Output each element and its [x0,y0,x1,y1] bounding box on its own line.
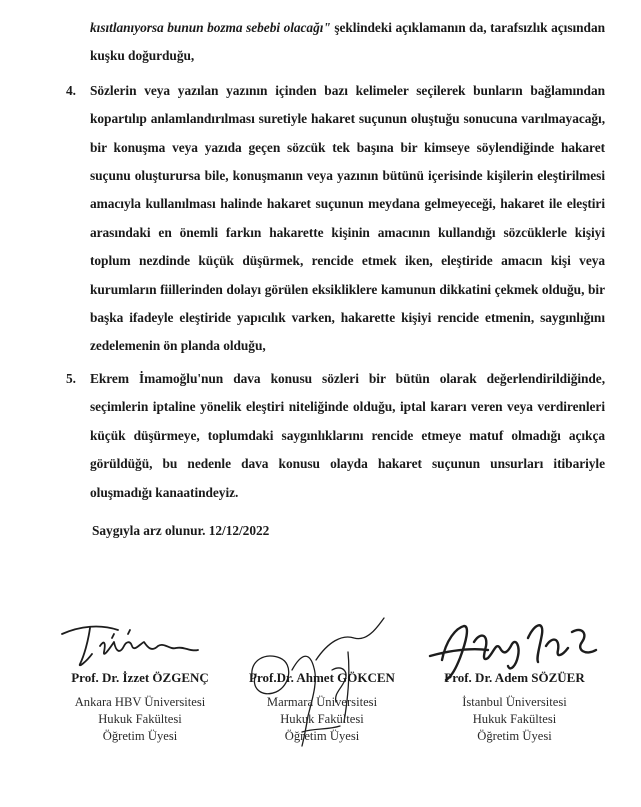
intro-italic-quote: kısıtlanıyorsa bunun bozma sebebi olacağı" [90,20,331,35]
closing-line: Saygıyla arz olunur. 12/12/2022 [92,522,270,538]
handwritten-signature-1 [40,612,240,672]
signatory-name: Prof.Dr. Ahmet GÖKCEN [249,670,395,685]
signatory-faculty: Hukuk Fakültesi [280,712,364,726]
signatory-2 [232,612,412,745]
list-item-number: 4. [66,82,76,98]
signatory-affiliation: İstanbul Üniversitesi [462,695,567,709]
signatory-faculty: Hukuk Fakültesi [472,712,557,726]
list-item-number: 5. [66,370,76,386]
signatory-3 [412,612,617,745]
signature-row [0,612,641,802]
signatory-name: Prof. Dr. İzzet ÖZGENÇ [71,670,209,685]
list-item-4 [66,77,605,361]
intro-text: şeklindeki açıklamanın da, tarafsızlık açısından kuşku doğurduğu, [90,20,605,64]
signatory-faculty: Hukuk Fakültesi [98,712,182,726]
body-text [66,14,605,559]
list-item-text: Ekrem İmamoğlu'nun dava konusu sözleri bir bütün olarak değerlendirildiğinde, seçimlerin iptaline yönelik eleştiri niteliğinde olduğu, iptal kararı veren veya verdirenleri küçük düşürmeye, toplumdaki saygınlıklarını rencide etmeye matuf olmadığı açıkça görüldüğü, bu nedenle dava konusu olayda hakaret suçunun unsurları itibariyle oluşmadığı kanaatindeyiz. [90,370,605,500]
signatory-title: Öğretim Üyesi [284,729,360,743]
signatory-affiliation: Marmara Üniversitesi [266,695,378,709]
list-item-5 [66,365,605,507]
signatory-1 [40,612,240,745]
signatory-title: Öğretim Üyesi [102,729,178,743]
signatory-affiliation: Ankara HBV Üniversitesi [74,695,206,709]
signatory-name: Prof. Dr. Adem SÖZÜER [444,670,585,685]
signatory-title: Öğretim Üyesi [477,729,552,743]
list-item-text: Sözlerin veya yazılan yazının içinden bazı kelimeler seçilerek bunların bağlamından kopartılıp anlamlandırılması suretiyle hakaret suçunun oluştuğu sonucuna varılmayacağı, bir konuşma veya yazıda geçen sözcük tek başına bir kimseye söylendiğinde hakaret suçunu oluşturursa bile, konuşmanın veya yazının bütünü içerisinde kişilerin eleştirilmesi amacıyla kullanılması halinde hakaret suçunun meydana gelmeyeceği, hakaret ile eleştiri arasındaki en önemli farkın hakarette kişinin amacının kullandığı sözcüklerle kişiyi toplum nezdinde küçük düşürmek, rencide etmek iken, eleştiride amacın kişi veya kurumların fiillerinden dolayı görülen eksikliklere kamunun dikkatini çekmek olduğu, bir başka ifadeyle eleştiride yapıcılık varken, hakarette kişiyi rencide etmenin, saygınlığını zedelemenin ön planda olduğu, [90,82,605,354]
intro-paragraph [90,14,605,71]
